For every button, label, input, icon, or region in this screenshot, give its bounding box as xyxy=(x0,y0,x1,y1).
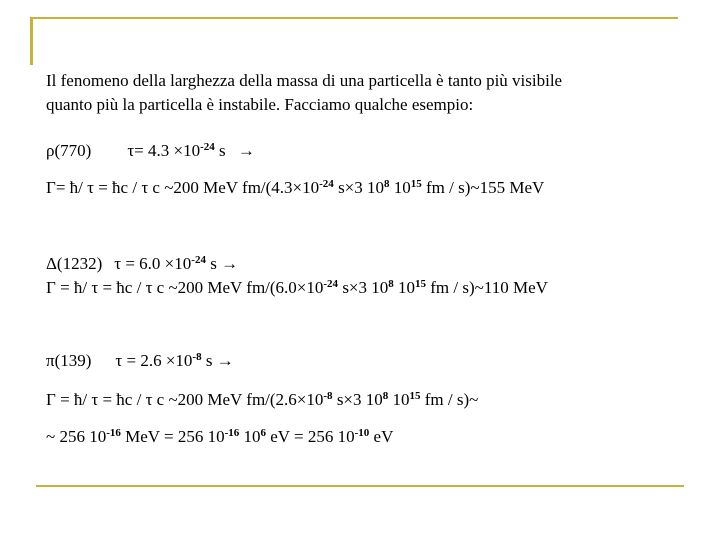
ex1-tau: $\tau= 4.3 \times 10^{-24}$ s xyxy=(127,141,230,160)
ex3-result-line: ~ 256 $10^{-16}$ MeV = 256 $10^{-16}$ $10^6$ eV = 256 $10^{-10}$ eV xyxy=(46,427,394,446)
decor-top-rule xyxy=(30,17,678,19)
ex2-gamma-line: Γ = ħ/ τ = ħc / τ c ~200 MeV $fm/(6.0\times 10^{-24}$ s×3 $10^8$ $10^{15}$ fm / s)~110 MeV xyxy=(46,278,548,297)
decor-vertical-bar xyxy=(30,17,33,65)
ex3-tau-line xyxy=(46,351,234,371)
ex3-tau: $\tau = 2.6 \times 10^{-8}$ s xyxy=(115,351,217,370)
ex1-particle: ρ(770) xyxy=(46,141,92,160)
intro-line-2: quanto più la particella è instabile. Facciamo qualche esempio: xyxy=(46,95,474,114)
ex2-particle: Δ(1232) xyxy=(46,254,103,273)
decor-bottom-rule xyxy=(36,485,684,487)
ex2-tau-line xyxy=(46,254,238,274)
ex1-gamma-line: Γ= ħ/ τ = ħc / τ c ~200 MeV $fm/(4.3\times 10^{-24}$ s×3 $10^8$ $10^{15}$ fm / s)~155 MeV xyxy=(46,178,545,197)
intro-line-1: Il fenomeno della larghezza della massa di una particella è tanto più visibile xyxy=(46,71,563,90)
ex1-tau-line xyxy=(46,141,255,161)
implies-arrow-icon: → xyxy=(216,351,234,370)
ex3-particle: π(139) xyxy=(46,351,92,370)
ex3-gamma-line: Γ = ħ/ τ = ħc / τ c ~200 MeV $fm/(2.6\times 10^{-8}$ s×3 $10^8$ $10^{15}$ fm / s)~ xyxy=(46,390,479,409)
ex2-tau: $\tau = 6.0 \times 10^{-24}$ s xyxy=(114,254,222,273)
implies-arrow-icon: → xyxy=(237,141,255,160)
implies-arrow-icon: → xyxy=(221,254,239,273)
